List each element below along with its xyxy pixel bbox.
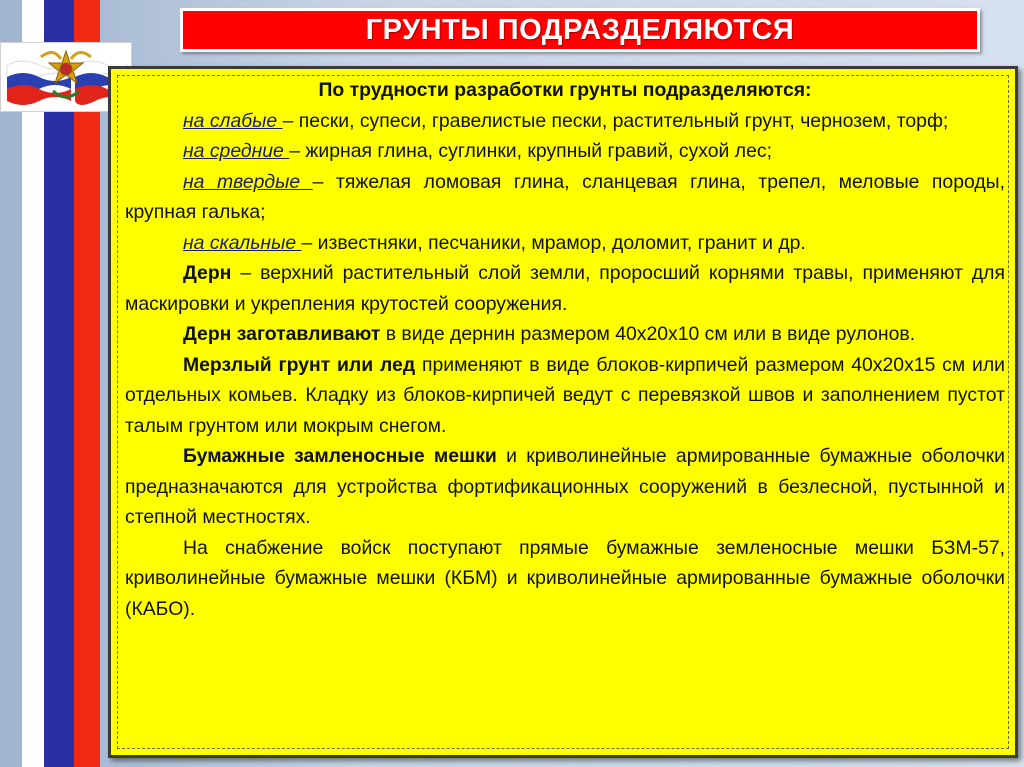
paragraph-text: в виде дернин размером 40х20х10 см или в виде рулонов.: [380, 323, 916, 345]
paragraph-rock: [125, 228, 1005, 259]
paragraph-text: и криволинейные армированные бумажные оболочки предназначаются для устройства фортификационных сооружений в безлесной, пустынной и степной местностях.: [125, 445, 1005, 528]
paragraph-text: На снабжение войск поступают прямые бумажные земленосные мешки БЗМ-57, криволинейные бумажные мешки (КБМ) и криволинейные армированные бумажные оболочки (КАБО).: [125, 536, 1005, 620]
paragraph-bags: [125, 441, 1005, 533]
bold-bags: Бумажные замленосные мешки: [183, 445, 497, 467]
content-text: [125, 75, 1005, 624]
paragraph-text: – пески, супеси, гравелистые пески, растительный грунт, чернозем, торф;: [282, 109, 949, 132]
paragraph-text: – известняки, песчаники, мрамор, доломит, гранит и др.: [301, 231, 806, 254]
term-medium: на средние: [183, 140, 290, 162]
bold-frozen: Мерзлый грунт или лед: [183, 353, 416, 376]
paragraph-text: – верхний растительный слой земли, проросший корнями травы, применяют для маскировки и укрепления крутостей сооружения.: [125, 262, 1005, 315]
paragraph-text: – жирная глина, суглинки, крупный гравий, сухой лес;: [289, 140, 772, 162]
paragraph-turf-harvest: [125, 319, 1005, 350]
paragraph-text: применяют в виде блоков-кирпичей размером 40х20х15 см или отдельных комьев. Кладку из блоков-кирпичей ведут с перевязкой швов и заполнением пустот талым грунтом или мокрым снегом.: [125, 353, 1006, 437]
flag-stripe-white: [22, 0, 44, 767]
content-panel: [108, 66, 1018, 758]
paragraph-turf: [125, 258, 1005, 319]
paragraph-frozen: [125, 350, 1005, 442]
flag-stripe-red: [74, 0, 100, 767]
term-hard: на твердые: [183, 170, 313, 193]
page-title: ГРУНТЫ ПОДРАЗДЕЛЯЮТСЯ: [365, 13, 795, 46]
flag-stripe-blue: [44, 0, 74, 767]
paragraph-medium: [125, 136, 1005, 167]
bold-turf: Дерн: [183, 262, 232, 284]
paragraph-hard: [125, 167, 1005, 228]
content-heading: По трудности разработки грунты подразделяются:: [318, 79, 812, 101]
bold-turf-harvest: Дерн заготавливают: [183, 323, 381, 345]
term-rock: на скальные: [183, 231, 302, 254]
title-bar: [180, 8, 980, 52]
paragraph-text: – тяжелая ломовая глина, сланцевая глина, трепел, меловые породы, крупная галька;: [125, 170, 1005, 223]
term-weak: на слабые: [183, 109, 283, 132]
paragraph-weak: [125, 106, 1005, 137]
paragraph-supply: [125, 533, 1005, 625]
